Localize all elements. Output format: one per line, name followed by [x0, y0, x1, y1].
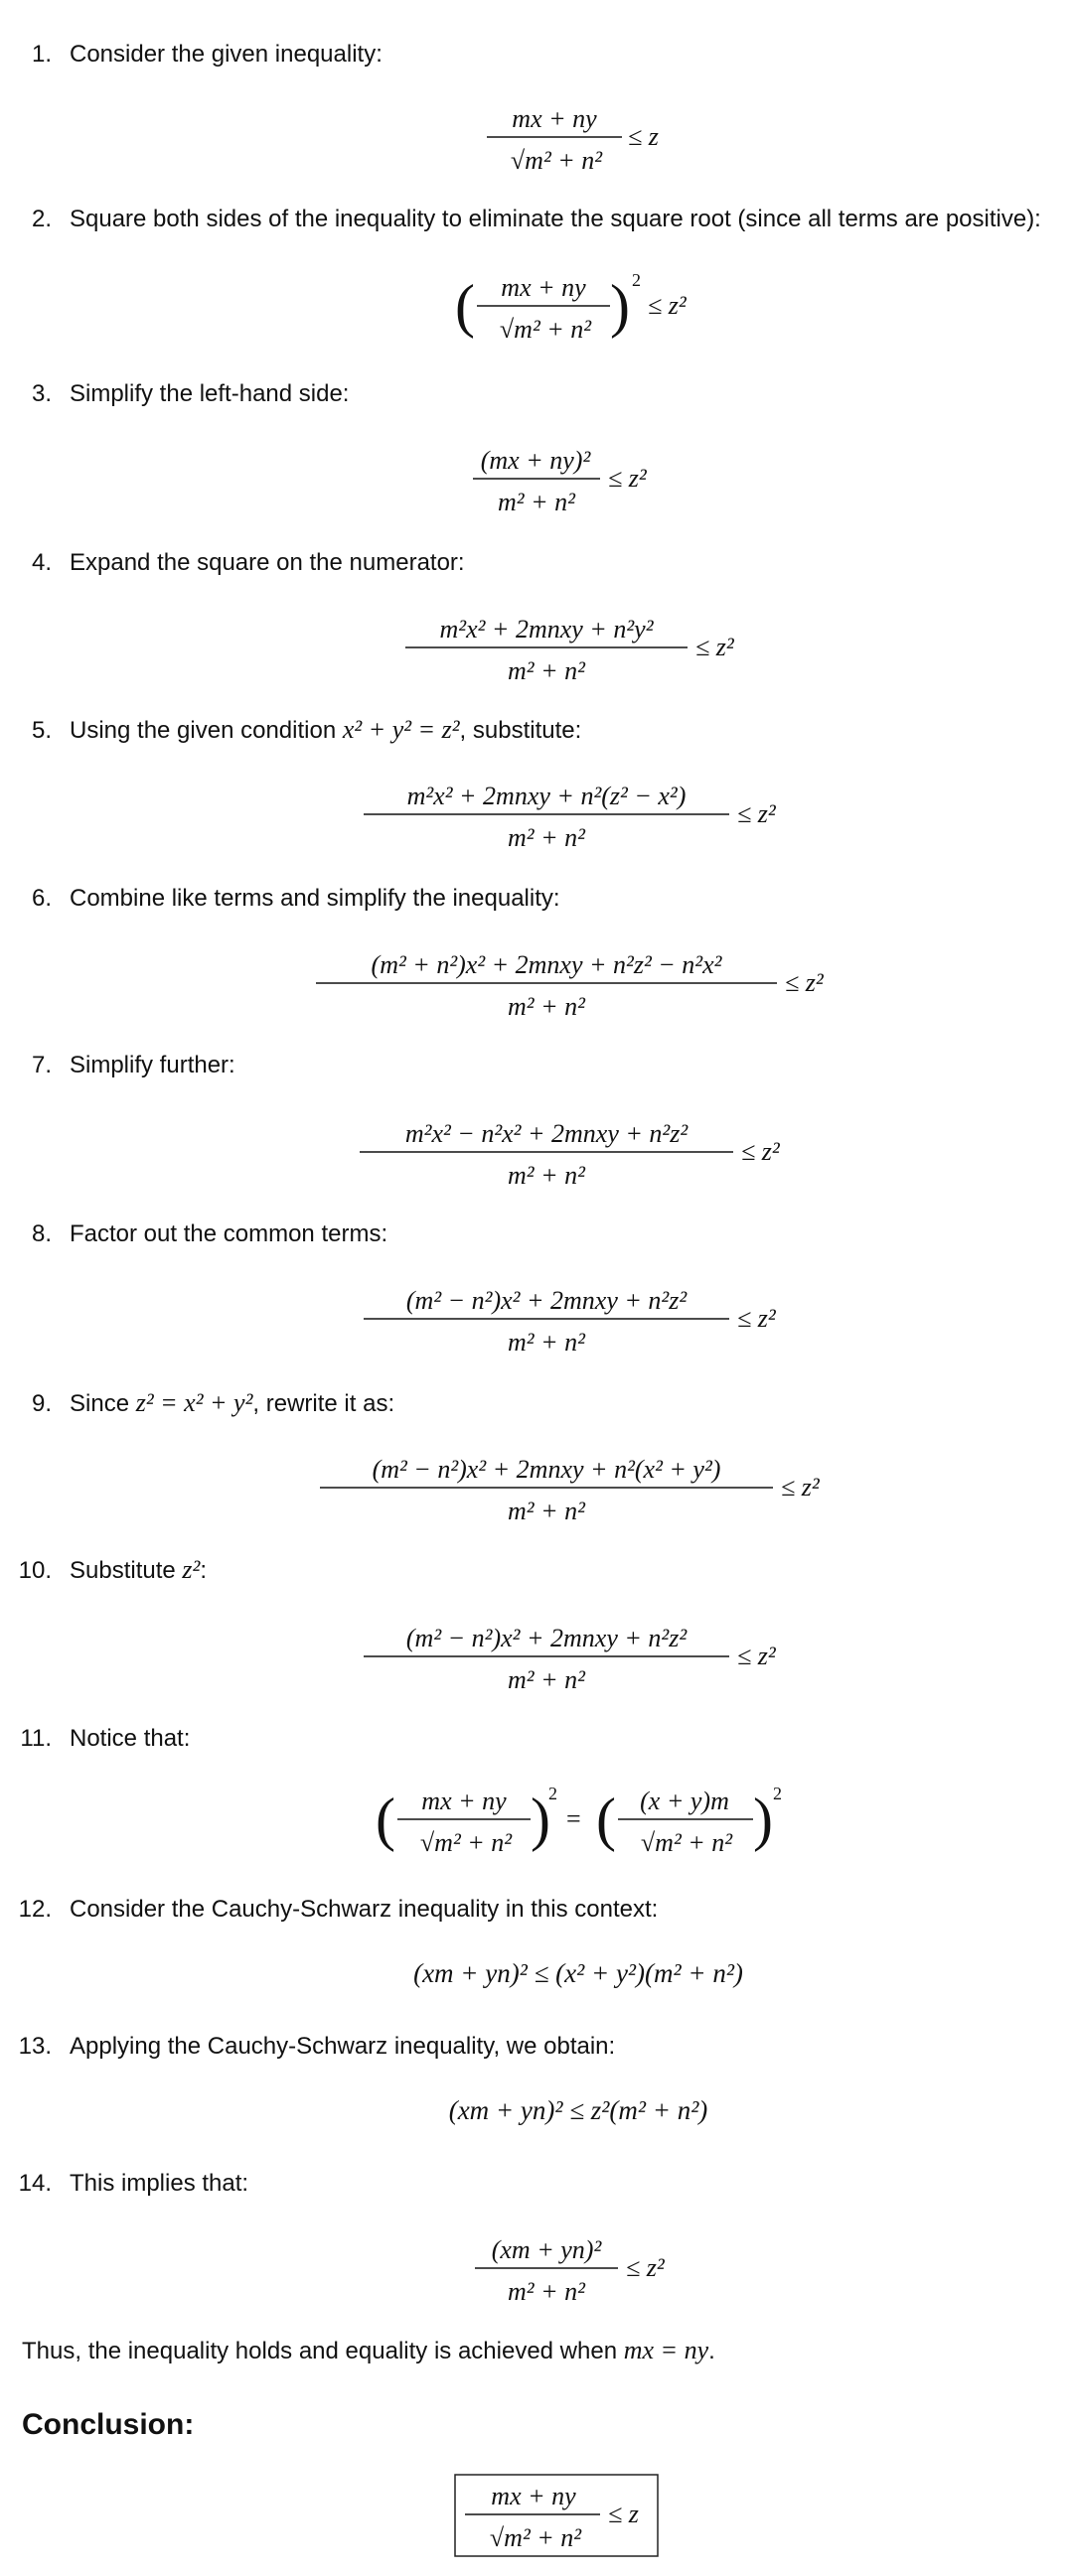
step-text: Since: [70, 1390, 130, 1417]
equation-1: [0, 97, 1073, 187]
step-text-after: , substitute:: [459, 717, 582, 744]
step-number: 14.: [18, 2170, 52, 2197]
relation: ≤ z²: [785, 968, 824, 997]
numerator: (xm + yn)²: [491, 2235, 602, 2264]
relation: ≤ z: [628, 122, 659, 151]
step-6: [0, 884, 560, 914]
step-1: [0, 40, 383, 70]
left-paren: (: [455, 273, 475, 339]
equation-svg: [0, 1277, 1073, 1366]
right-paren: ): [610, 273, 630, 339]
equation-svg: [0, 264, 1073, 363]
step-text: Square both sides of the inequality to eliminate the square root (since all terms are positive):: [70, 206, 1041, 232]
step-text: Consider the Cauchy-Schwarz inequality in this context:: [70, 1896, 659, 1923]
step-12: [0, 1895, 658, 1925]
equation-svg: [0, 2089, 1073, 2139]
equation-svg: [0, 606, 1073, 695]
relation: ≤ z²: [781, 1473, 820, 1502]
denominator: √m² + n²: [489, 2523, 582, 2552]
step-number: 11.: [20, 1725, 52, 1752]
numerator: (m² − n²)x² + 2mnxy + n²(x² + y²): [372, 1455, 721, 1484]
left-paren: (: [596, 1787, 616, 1852]
denominator: √m² + n²: [510, 146, 603, 175]
left-numerator: mx + ny: [421, 1787, 507, 1815]
step-text: Simplify the left-hand side:: [70, 380, 350, 407]
equals-sign: =: [566, 1804, 581, 1833]
equation-svg: [0, 97, 1073, 187]
equation-svg: [0, 941, 1073, 1031]
equation-svg: [0, 1952, 1073, 2002]
equation-11: [0, 1778, 1073, 1877]
equation-2: [0, 264, 1073, 363]
equation-svg: [0, 1110, 1073, 1200]
step-9: [0, 1388, 394, 1419]
denominator: m² + n²: [508, 1497, 585, 1525]
denominator: √m² + n²: [499, 315, 592, 344]
equation-6: [0, 941, 1073, 1031]
step-13: [0, 2032, 615, 2062]
relation: ≤ z²: [737, 1642, 776, 1670]
denominator: m² + n²: [508, 1328, 585, 1357]
right-denominator: √m² + n²: [640, 1828, 733, 1857]
exponent: 2: [548, 1784, 557, 1803]
step-number: 1.: [31, 41, 52, 68]
exponent: 2: [632, 270, 641, 290]
conclusion-period: .: [708, 2338, 715, 2364]
right-numerator: (x + y)m: [640, 1787, 729, 1815]
equation-14: [0, 2226, 1073, 2316]
step-3: [0, 379, 349, 409]
conclusion-heading: Conclusion:: [22, 2408, 195, 2441]
equation-4: [0, 606, 1073, 695]
step-text: Using the given condition: [70, 717, 337, 744]
relation: ≤ z²: [741, 1137, 780, 1166]
step-number: 13.: [18, 2033, 52, 2060]
equation-svg: [0, 2473, 1073, 2562]
step-number: 2.: [31, 206, 52, 232]
step-10: [0, 1555, 207, 1586]
step-number: 4.: [31, 549, 52, 576]
equation-svg: [0, 1778, 1073, 1877]
step-text-after: :: [200, 1557, 207, 1584]
denominator: m² + n²: [508, 2277, 585, 2306]
equation-5: [0, 773, 1073, 862]
numerator: m²x² + 2mnxy + n²(z² − x²): [406, 782, 687, 810]
inline-math: z² = x² + y²: [135, 1388, 253, 1417]
numerator: (m² − n²)x² + 2mnxy + n²z²: [405, 1286, 688, 1315]
step-number: 6.: [31, 885, 52, 912]
equation-svg: [0, 2226, 1073, 2316]
relation: ≤ z²: [695, 633, 734, 661]
step-14: [0, 2169, 248, 2199]
step-8: [0, 1219, 387, 1249]
step-number: 9.: [31, 1390, 52, 1417]
step-text: Simplify further:: [70, 1052, 235, 1078]
numerator: mx + ny: [491, 2482, 576, 2510]
conclusion-text: Thus, the inequality holds and equality is achieved when: [22, 2338, 618, 2364]
numerator: mx + ny: [501, 273, 586, 302]
step-text: Factor out the common terms:: [70, 1220, 388, 1247]
right-paren: ): [753, 1787, 773, 1852]
denominator: m² + n²: [508, 1161, 585, 1190]
denominator: m² + n²: [498, 488, 575, 516]
exponent: 2: [773, 1784, 782, 1803]
relation: ≤ z²: [737, 1304, 776, 1333]
numerator: (mx + ny)²: [480, 446, 591, 475]
left-paren: (: [376, 1787, 395, 1852]
step-text: Expand the square on the numerator:: [70, 549, 465, 576]
inline-math: z²: [182, 1555, 201, 1584]
relation: ≤ z²: [626, 2253, 665, 2282]
step-text: This implies that:: [70, 2170, 249, 2197]
equation-10: [0, 1615, 1073, 1704]
numerator: m²x² − n²x² + 2mnxy + n²z²: [404, 1119, 689, 1148]
equation-svg: [0, 1615, 1073, 1704]
step-4: [0, 548, 465, 578]
step-text: Consider the given inequality:: [70, 41, 383, 68]
equation-3: [0, 437, 1073, 526]
inline-math: mx = ny: [623, 2336, 709, 2364]
step-text: Combine like terms and simplify the inequality:: [70, 885, 560, 912]
relation: ≤ z²: [737, 799, 776, 828]
inline-math: x² + y² = z²: [342, 715, 460, 744]
numerator: mx + ny: [512, 104, 597, 133]
relation: ≤ z: [608, 2500, 639, 2528]
final-answer: [0, 2473, 1073, 2562]
relation: ≤ z²: [648, 291, 687, 320]
denominator: m² + n²: [508, 656, 585, 685]
step-number: 10.: [18, 1557, 52, 1584]
numerator: (m² − n²)x² + 2mnxy + n²z²: [405, 1624, 688, 1652]
step-11: [0, 1724, 190, 1754]
step-number: 12.: [18, 1896, 52, 1923]
step-number: 5.: [31, 717, 52, 744]
step-5: [0, 715, 581, 746]
right-paren: ): [531, 1787, 550, 1852]
step-number: 7.: [31, 1052, 52, 1078]
equation-text: (xm + yn)² ≤ (x² + y²)(m² + n²): [413, 1958, 743, 1988]
step-text: Substitute: [70, 1557, 176, 1584]
conclusion-sentence: [22, 2336, 715, 2366]
equation-text: (xm + yn)² ≤ z²(m² + n²): [448, 2095, 708, 2125]
relation: ≤ z²: [608, 464, 647, 493]
step-number: 3.: [31, 380, 52, 407]
denominator: m² + n²: [508, 1665, 585, 1694]
equation-7: [0, 1110, 1073, 1200]
equation-12: [0, 1952, 1073, 2002]
equation-8: [0, 1277, 1073, 1366]
step-text-after: , rewrite it as:: [252, 1390, 395, 1417]
equation-svg: [0, 773, 1073, 862]
step-2: [0, 205, 1041, 234]
numerator: m²x² + 2mnxy + n²y²: [439, 615, 654, 644]
left-denominator: √m² + n²: [419, 1828, 513, 1857]
denominator: m² + n²: [508, 992, 585, 1021]
equation-13: [0, 2089, 1073, 2139]
step-text: Notice that:: [70, 1725, 191, 1752]
step-7: [0, 1051, 235, 1080]
numerator: (m² + n²)x² + 2mnxy + n²z² − n²x²: [371, 950, 722, 979]
equation-svg: [0, 1446, 1073, 1535]
step-text: Applying the Cauchy-Schwarz inequality, we obtain:: [70, 2033, 616, 2060]
equation-svg: [0, 437, 1073, 526]
denominator: m² + n²: [508, 823, 585, 852]
equation-9: [0, 1446, 1073, 1535]
step-number: 8.: [31, 1220, 52, 1247]
